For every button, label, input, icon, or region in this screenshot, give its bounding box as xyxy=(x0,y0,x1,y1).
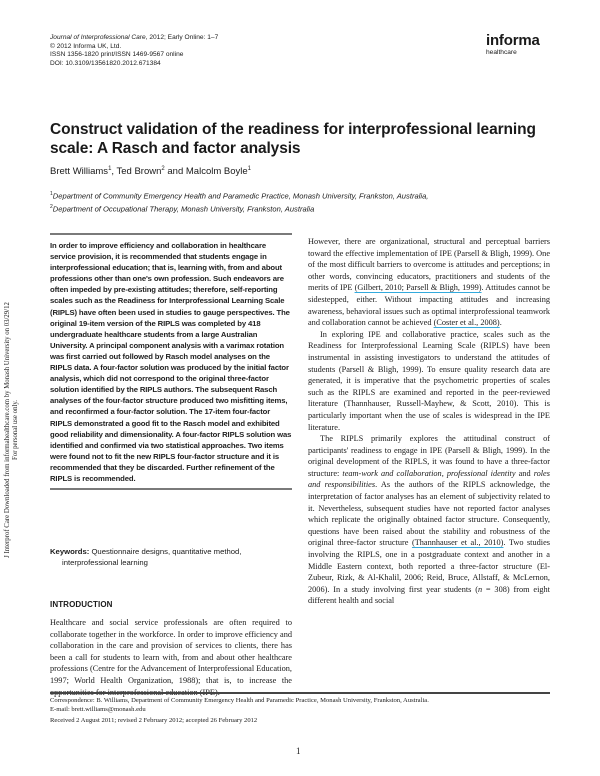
keywords xyxy=(50,546,292,568)
footer-notes xyxy=(50,697,560,726)
author-name: Ted Brown xyxy=(116,166,162,178)
publisher-logo xyxy=(486,33,540,57)
keywords-label: Keywords: xyxy=(50,547,90,556)
text-run: . As the authors of the RIPLS acknowledge, the interpretation of factor analyses has an element of subjectivity related to it. Nevertheless, subsequent studies have not reported factor analyses which replicate the originally obtained factor structure. Consequently, questions have been raised about the stability and robustness of the original three-factor structure xyxy=(308,480,550,548)
text-run: . xyxy=(499,318,502,328)
author-list xyxy=(50,166,251,177)
body-paragraph-1 xyxy=(308,236,550,329)
abstract-box xyxy=(50,233,292,490)
text-run: . Attitudes cannot be sidestepped, either. Without impacting attitudes and increasing awareness, behavioral issues such as optimal interprofessional teamwork and collaboration cannot be achieved xyxy=(308,283,550,328)
text-run: and xyxy=(515,468,534,478)
author-affil-mark: 2 xyxy=(161,166,165,172)
download-notice-line1: J Interprof Care Downloaded from informahealthcare.com by Monash University on 03/29/12 xyxy=(4,302,11,558)
citation-link-coster[interactable]: (Coster et al., 2008) xyxy=(433,318,500,328)
text-run: . Two studies involving the RIPLS, one in a postgraduate context and another in a Middle Eastern context, both reported a three-factor structure (El-Zubeur, Rizk, & Al-Khalil, 2006; Reid, Bruce, Allstaff, & McLernon, 2006). In a study involving first year students ( xyxy=(308,538,550,594)
logo-brand: informa xyxy=(486,32,540,49)
author-affil-mark: 1 xyxy=(247,166,252,172)
download-notice-line2: For personal use only. xyxy=(12,400,19,460)
affil-text: Department of Occupational Therapy, Monash University, Frankston, Australia xyxy=(52,204,315,214)
keywords-line2: interprofessional learning xyxy=(62,558,148,567)
footer-divider xyxy=(50,692,550,694)
italic-term: professional identity xyxy=(446,468,516,478)
right-column-body xyxy=(308,236,550,607)
doi: DOI: 10.3109/13561820.2012.671384 xyxy=(50,59,161,67)
affil-text: Department of Community Emergency Health and Paramedic Practice, Monash University, Frankston, Australia, xyxy=(52,191,429,201)
email: E-mail: brett.williams@monash.edu xyxy=(50,705,146,713)
text-run: However, there are organizational, structural and perceptual barriers toward the effective implementation of IPE (Parsell & Bligh, 1999). One of the most difficult barriers to overcome is attitudes and perceptions; in other words, convincing educators, practitioners and students of the merits of IPE xyxy=(308,237,550,293)
italic-term: team-work and collaboration xyxy=(342,468,442,478)
keywords-line1: Questionnaire designs, quantitative method, xyxy=(89,547,242,556)
author-affil-mark: 1 xyxy=(108,166,112,172)
issn: ISSN 1356-1820 print/ISSN 1469-9567 online xyxy=(50,51,184,59)
journal-citation xyxy=(50,34,218,43)
affiliation-2 xyxy=(50,202,428,215)
intro-paragraph: Healthcare and social service professionals are often required to collaborate together in the workforce. In order to improve efficiency and collaboration in the care and provision of services to clients, there has been a call for students to learn with, from and about other healthcare professions (Centre for the Advancement of Interprofessional Education, 1997; World Health Organization, 1988); that is, to increase the opportunities for interprofessional education (IPE). xyxy=(50,618,292,697)
logo-subtitle: healthcare xyxy=(486,49,517,56)
affiliations xyxy=(50,189,428,214)
citation-link-gilbert-parsell[interactable]: (Gilbert, 2010; Parsell & Bligh, 1999) xyxy=(354,283,482,293)
text-run: , xyxy=(441,468,447,478)
journal-issue: , 2012; Early Online: 1–7 xyxy=(145,34,219,41)
affil-mark: 2 xyxy=(50,203,53,210)
article-title: Construct validation of the readiness for interprofessional learning scale: A Rasch and factor analysis xyxy=(50,121,536,157)
abstract-text: In order to improve efficiency and collaboration in healthcare service provision, it is recommended that students engage in interprofessional education; that is, learning with, from and about professions other than one's own profession. Such endeavors are often impeded by pre-existing attitudes; therefore, self-reporting scales such as the Readiness for Interprofessional Learning Scale (RIPLS) have often been used in studies to gauge perspectives. The original 19-item version of the RIPLS was completed by 418 undergraduate healthcare students from a large Australian University. A principal component analysis with a varimax rotation was first carried out followed by Rasch model analyses on the RIPLS data. A four-factor solution was produced by the initial factor analysis, which did not correspond to the original three-factor solution identified by the RIPLS authors. The subsequent Rasch analyses of the four-factor structure produced two misfitting items, and reconfirmed a four-factor solution. The 17-item four-factor RIPLS demonstrated a good fit to the Rasch model and exhibited good reliability and dimensionality. A four-factor RIPLS solution was identified and confirmed via two statistical approaches. Two items were found not to fit the new RIPLS four-factor structure and it is recommended that they be discarded. Further refinement of the RIPLS is recommended. xyxy=(50,241,292,483)
correspondence: Correspondence: B. Williams, Department of Community Emergency Health and Paramedic Practice, Monash University, Frankston, Australia. xyxy=(50,697,429,704)
italic-term: n xyxy=(477,584,483,594)
author-sep: , xyxy=(111,166,117,178)
page-number: 1 xyxy=(296,746,301,756)
text-run: = 308) from eight different health and social xyxy=(308,584,550,606)
copyright: © 2012 Informa UK, Ltd. xyxy=(50,42,122,50)
journal-metadata xyxy=(50,34,218,68)
affiliation-1 xyxy=(50,189,428,202)
body-paragraph-2: In exploring IPE and collaborative practice, scales such as the Readiness for Interprofessional Learning Scale (RIPLS) have been instrumental in assisting investigators to understand the attitudes of students (Parsell & Bligh, 1999). To ensure quality research data are generated, it is imperative that the psychometric properties of scales such as the RIPLS are examined and reported in the peer-reviewed literature (Thannhauser, Russell-Mayhew, & Scott, 2010). This is particularly important when the use of scales is widespread in the IPE literature. xyxy=(308,329,550,432)
author-name: Malcolm Boyle xyxy=(185,166,248,178)
author-sep: and xyxy=(164,166,186,178)
download-notice xyxy=(4,240,24,620)
journal-title: Journal of Interprofessional Care xyxy=(50,34,146,41)
text-run: The RIPLS primarily explores the attitudinal construct of participants' readiness to engage in IPE (Parsell & Bligh, 1999). In the original development of the RIPLS, it was found to have a three-factor structure: xyxy=(308,434,550,478)
affil-mark: 1 xyxy=(50,191,53,197)
body-paragraph-3 xyxy=(308,433,550,607)
section-heading-introduction: INTRODUCTION xyxy=(50,600,113,609)
received-dates: Received 2 August 2011; revised 2 February 2012; accepted 26 February 2012 xyxy=(50,717,258,725)
author-name: Brett Williams xyxy=(50,166,109,178)
citation-link-thannhauser[interactable]: (Thannhauser et al., 2010) xyxy=(411,538,504,548)
italic-term: roles and responsibilities xyxy=(308,468,550,490)
